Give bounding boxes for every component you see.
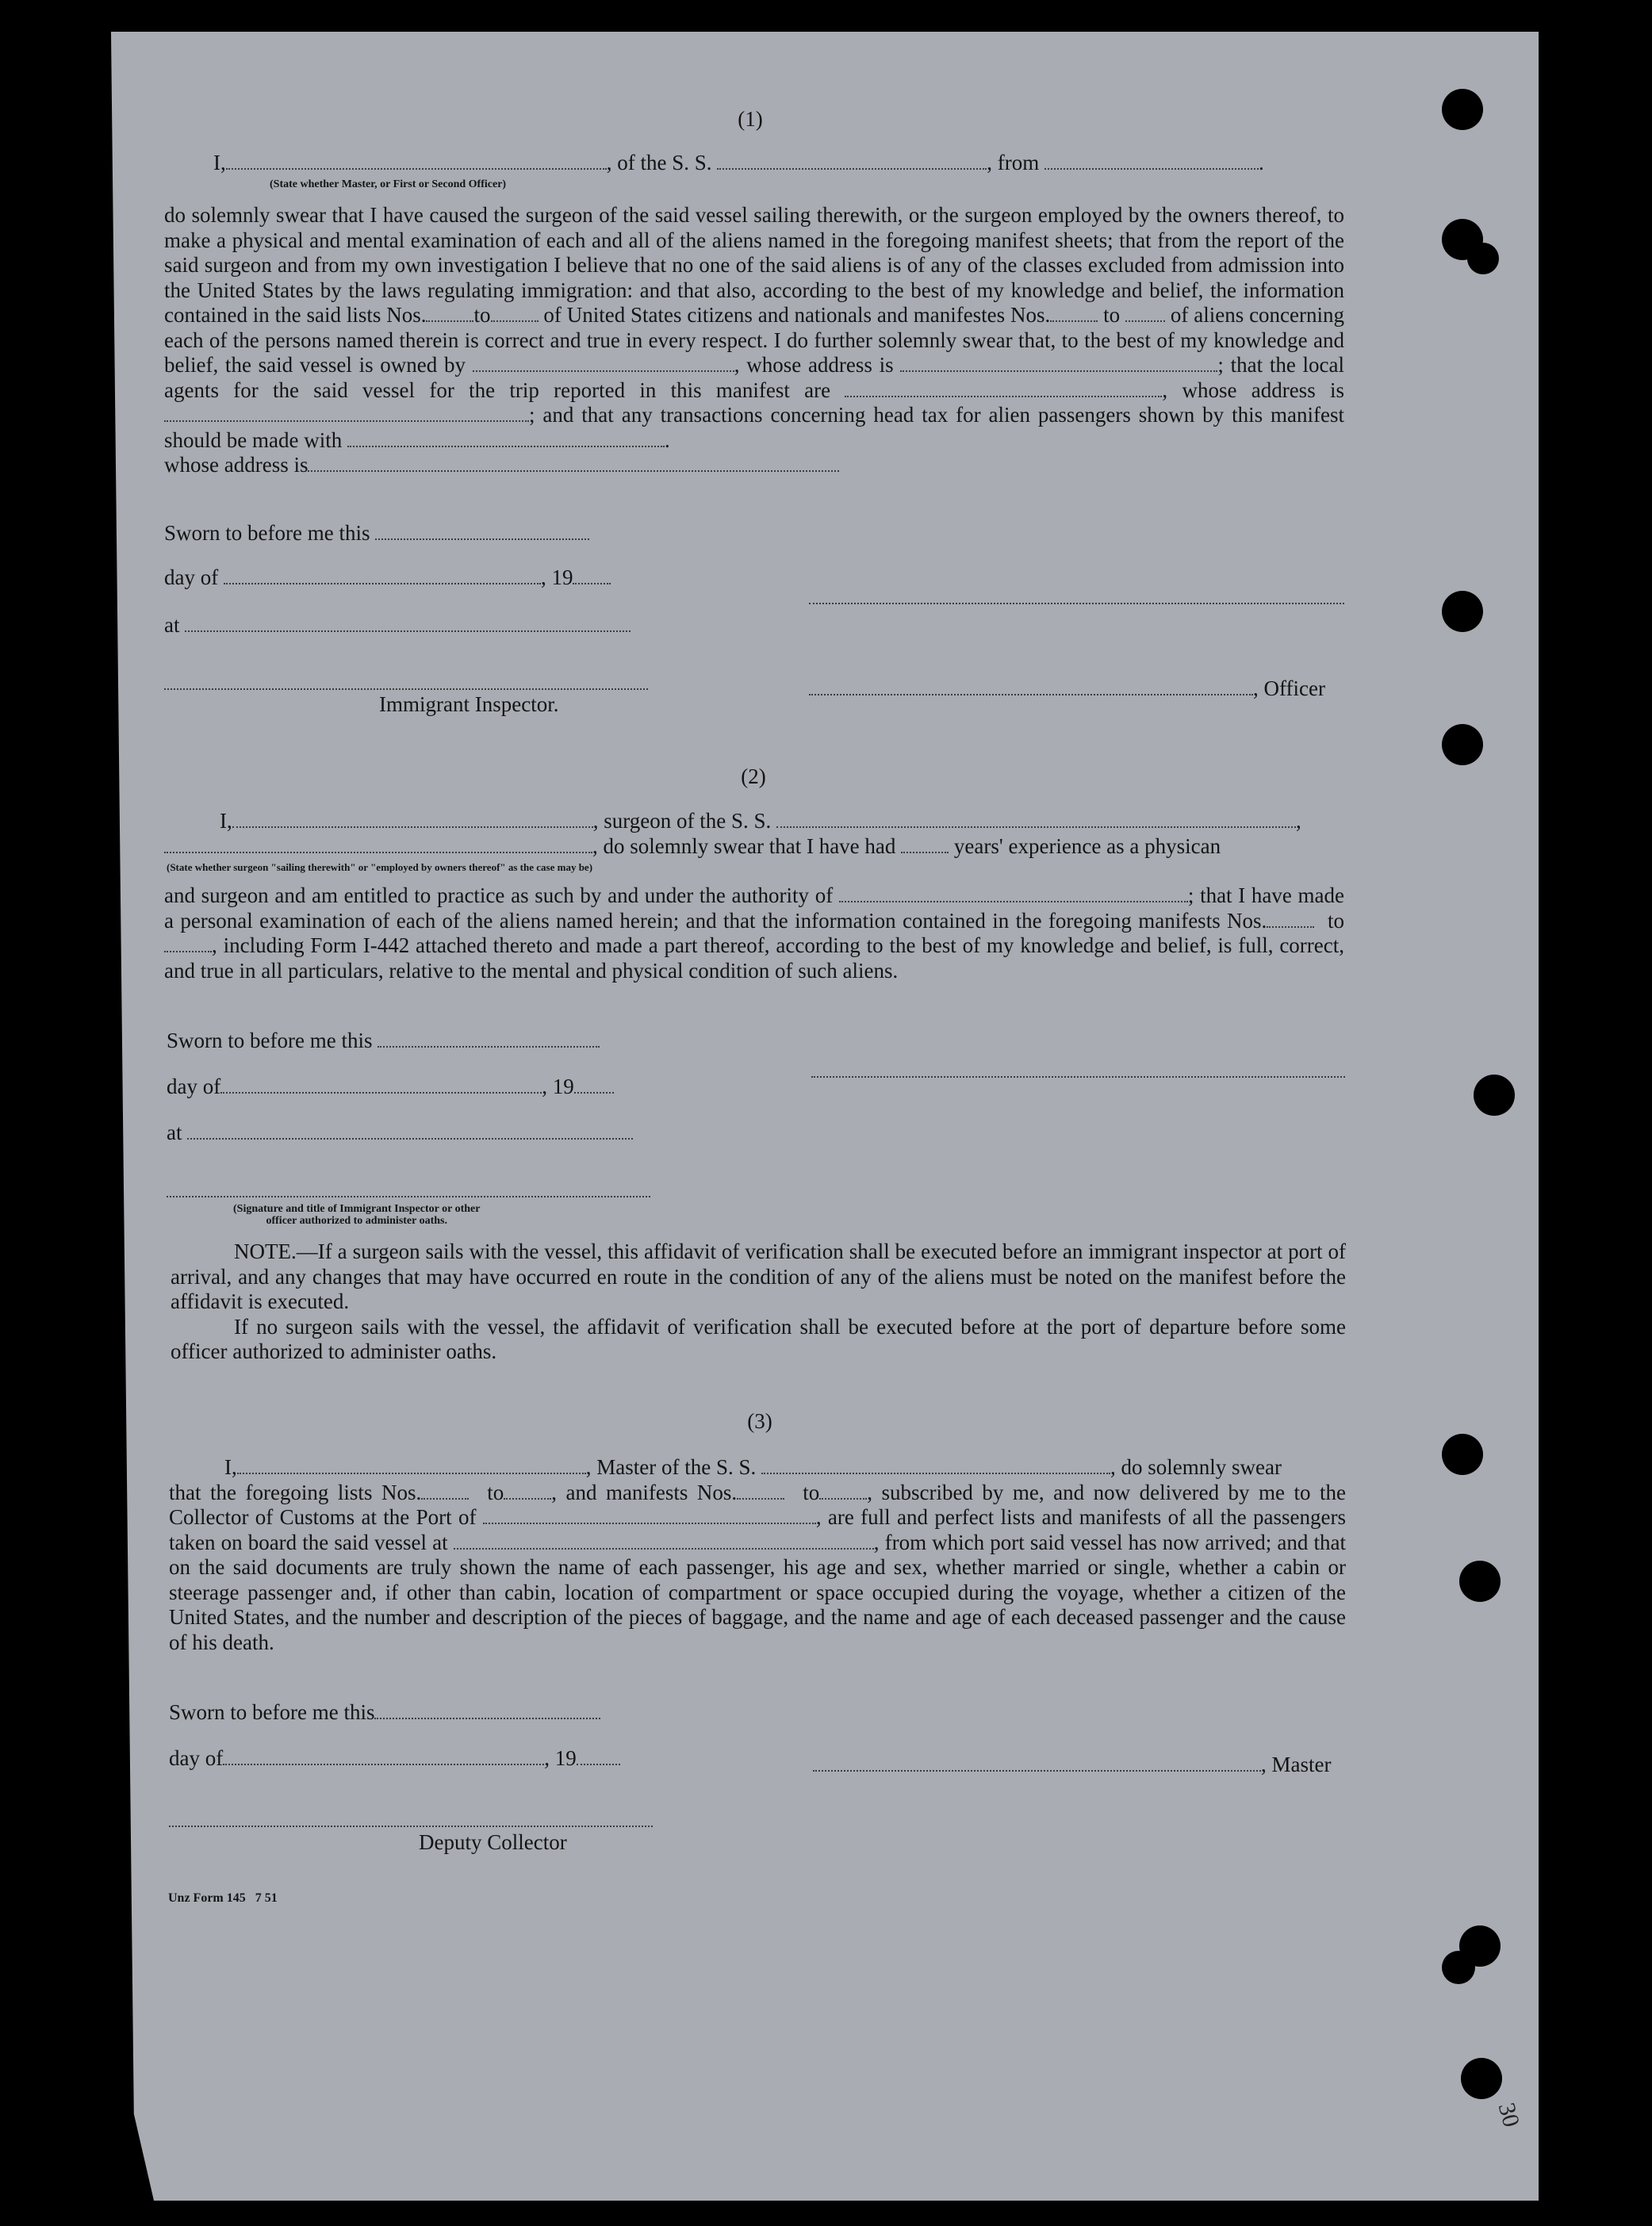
sworn-date-field-1[interactable]	[375, 523, 589, 540]
day-of-field-3[interactable]	[223, 1748, 544, 1765]
day-of-label-2: day of , 19	[167, 1075, 614, 1099]
from-port-field[interactable]	[1044, 152, 1259, 170]
punch-hole	[1474, 1075, 1515, 1116]
section-3-number: (3)	[747, 1409, 772, 1433]
note-paragraph-2: If no surgeon sails with the vessel, the affidavit of verification shall be executed before at the port of departure before some officer authorized to administer oaths.	[171, 1314, 1346, 1363]
section-1-oath-line: I, , of the S. S. , from .	[213, 151, 1264, 174]
sworn-label-3: Sworn to before me this	[169, 1700, 600, 1725]
master-list-to-field[interactable]	[504, 1482, 551, 1500]
officer-note: (State whether Master, or First or Second Officer)	[270, 178, 507, 190]
note-paragraph-1: NOTE.—If a surgeon sails with the vessel, this affidavit of verification shall be executed before an immigrant inspector at port of arrival, and any changes that may have occurred en route in the condition of any of the aliens must be noted on the manifest before the affidavit is executed.	[171, 1239, 1346, 1313]
day-of-label-3: day of , 19	[169, 1746, 620, 1771]
master-manifest-from-field[interactable]	[737, 1482, 784, 1500]
citizen-list-to-field[interactable]	[491, 305, 539, 322]
surgeon-vessel-field[interactable]	[776, 810, 1296, 828]
deputy-signature-line[interactable]	[169, 1826, 653, 1827]
surgeon-type-field[interactable]	[164, 836, 592, 853]
surgeon-signature-line[interactable]	[811, 1076, 1345, 1078]
sworn-label-1: Sworn to before me this	[164, 521, 589, 546]
vessel-owner-field[interactable]	[473, 354, 734, 372]
owner-address-field[interactable]	[900, 354, 1217, 372]
section-2-number: (2)	[741, 764, 766, 788]
section-3-body: I, , Master of the S. S. , do solemnly swear that the foregoing lists Nos. to , and manifests Nos. to , subscribed by me, and now delivered by me to the Collector of Customs at the Port of , are full and perfect lists and manifests of all the passengers taken on board the said vessel at , from which port said vessel has now arrived; and that on the said documents are truly shown the name of each passenger, his age and sex, whether married or single, whether a cabin or steerage passenger and, if other than cabin, location of compartment or space occupied during the voyage, whether a citizen of the United States, and the number and description of the pieces of baggage, and the name and age of each deceased passenger and the cause of his death.	[169, 1455, 1347, 1654]
punch-hole	[1442, 89, 1483, 130]
section-1-number: (1)	[738, 107, 763, 131]
deputy-label: Deputy Collector	[419, 1830, 567, 1854]
section-2-oath-line: I, , surgeon of the S. S. , , do solemnly swear that I have had years' experience as a physican	[164, 809, 1344, 859]
surgeon-note: (State whether surgeon "sailing therewith" or "employed by owners thereof" as the case may be)	[167, 861, 593, 873]
surgeon-manifest-from-field[interactable]	[1267, 910, 1314, 928]
day-of-field-1[interactable]	[224, 567, 541, 584]
officer-name-field[interactable]	[226, 152, 607, 170]
punch-hole	[1459, 1561, 1501, 1602]
sworn-date-field-2[interactable]	[378, 1030, 600, 1048]
master-name-field[interactable]	[237, 1457, 586, 1474]
day-of-field-2[interactable]	[220, 1076, 542, 1094]
officer-signature-line-top[interactable]	[809, 603, 1344, 604]
margin-note: 30	[1493, 2100, 1525, 2130]
alien-manifest-from-field[interactable]	[1050, 305, 1098, 322]
officer-label: , Officer	[809, 676, 1325, 701]
head-tax-contact-field[interactable]	[347, 430, 665, 447]
sworn-label-2: Sworn to before me this	[167, 1029, 600, 1053]
punch-hole	[1442, 724, 1483, 765]
at-label-1: at	[164, 613, 631, 638]
master-signature-field[interactable]	[813, 1754, 1261, 1772]
inspector-signature-line-2[interactable]	[167, 1196, 650, 1197]
year-field-1[interactable]	[573, 567, 611, 584]
agent-address-field[interactable]	[164, 404, 529, 422]
surgeon-name-field[interactable]	[232, 810, 593, 828]
day-of-label-1: day of , 19	[164, 565, 611, 590]
master-manifest-to-field[interactable]	[819, 1482, 867, 1500]
alien-manifest-to-field[interactable]	[1125, 305, 1165, 322]
practice-authority-field[interactable]	[839, 885, 1188, 902]
year-field-3[interactable]	[577, 1748, 620, 1765]
surgeon-manifest-to-field[interactable]	[164, 935, 212, 952]
punch-hole	[1467, 243, 1499, 274]
section-2-body: and surgeon and am entitled to practice as such by and under the authority of ; that I have made a personal examination of each of the aliens named herein; and that the information contained in the foregoing manifests Nos. to, including Form I-442 attached thereto and made a part thereof, according to the best of my knowledge and belief, is full, correct, and true in all particulars, relative to the mental and physical condition of such aliens.	[164, 883, 1345, 983]
at-field-1[interactable]	[185, 615, 631, 632]
section-1-body: do solemnly swear that I have caused the surgeon of the said vessel sailing therewith, or the surgeon employed by the owners thereof, to make a physical and mental examination of each and all of the aliens named in the foregoing manifest sheets; that from the report of the said surgeon and from my own investigation I believe that no one of the said aliens is of any of the classes excluded from admission into the United States by the laws regulating immigration: and that also, according to the best of my knowledge and belief, the information contained in the said lists Nos. to of United States citizens and nationals and manifestes Nos. to of aliens concerning each of the persons named therein is correct and true in every respect. I do further solemnly swear that, to the best of my knowledge and belief, the said vessel is owned by , whose address is ; that the local agents for the said vessel for the trip reported in this manifest are , whose address is ; and that any transactions concerning head tax for alien passengers shown by this manifest should be made with . whose address is	[164, 203, 1345, 477]
note-block	[171, 1239, 1346, 1365]
sworn-date-field-3[interactable]	[374, 1702, 600, 1719]
years-experience-field[interactable]	[901, 836, 949, 853]
inspector-label-1: Immigrant Inspector.	[379, 692, 559, 716]
master-vessel-field[interactable]	[761, 1457, 1110, 1474]
master-list-from-field[interactable]	[421, 1482, 469, 1500]
form-number: Unz Form 145 7 51	[168, 1891, 278, 1905]
signature-note-2: (Signature and title of Immigrant Inspector or other officer authorized to administer oaths.	[233, 1203, 481, 1227]
officer-signature-field[interactable]	[809, 678, 1253, 695]
local-agents-field[interactable]	[845, 380, 1162, 397]
vessel-name-field[interactable]	[717, 152, 987, 170]
punch-hole	[1442, 1434, 1483, 1475]
year-field-2[interactable]	[574, 1076, 614, 1094]
master-label: , Master	[813, 1753, 1331, 1777]
boarding-port-field[interactable]	[454, 1532, 874, 1550]
punch-hole	[1461, 2058, 1502, 2099]
customs-port-field[interactable]	[483, 1507, 816, 1524]
head-tax-address-field[interactable]	[308, 454, 839, 472]
punch-hole	[1442, 1951, 1475, 1984]
at-label-2: at	[167, 1121, 633, 1145]
inspector-signature-line-1[interactable]	[164, 688, 648, 690]
citizen-list-from-field[interactable]	[426, 305, 473, 322]
at-field-2[interactable]	[187, 1122, 633, 1140]
punch-hole	[1442, 591, 1483, 632]
